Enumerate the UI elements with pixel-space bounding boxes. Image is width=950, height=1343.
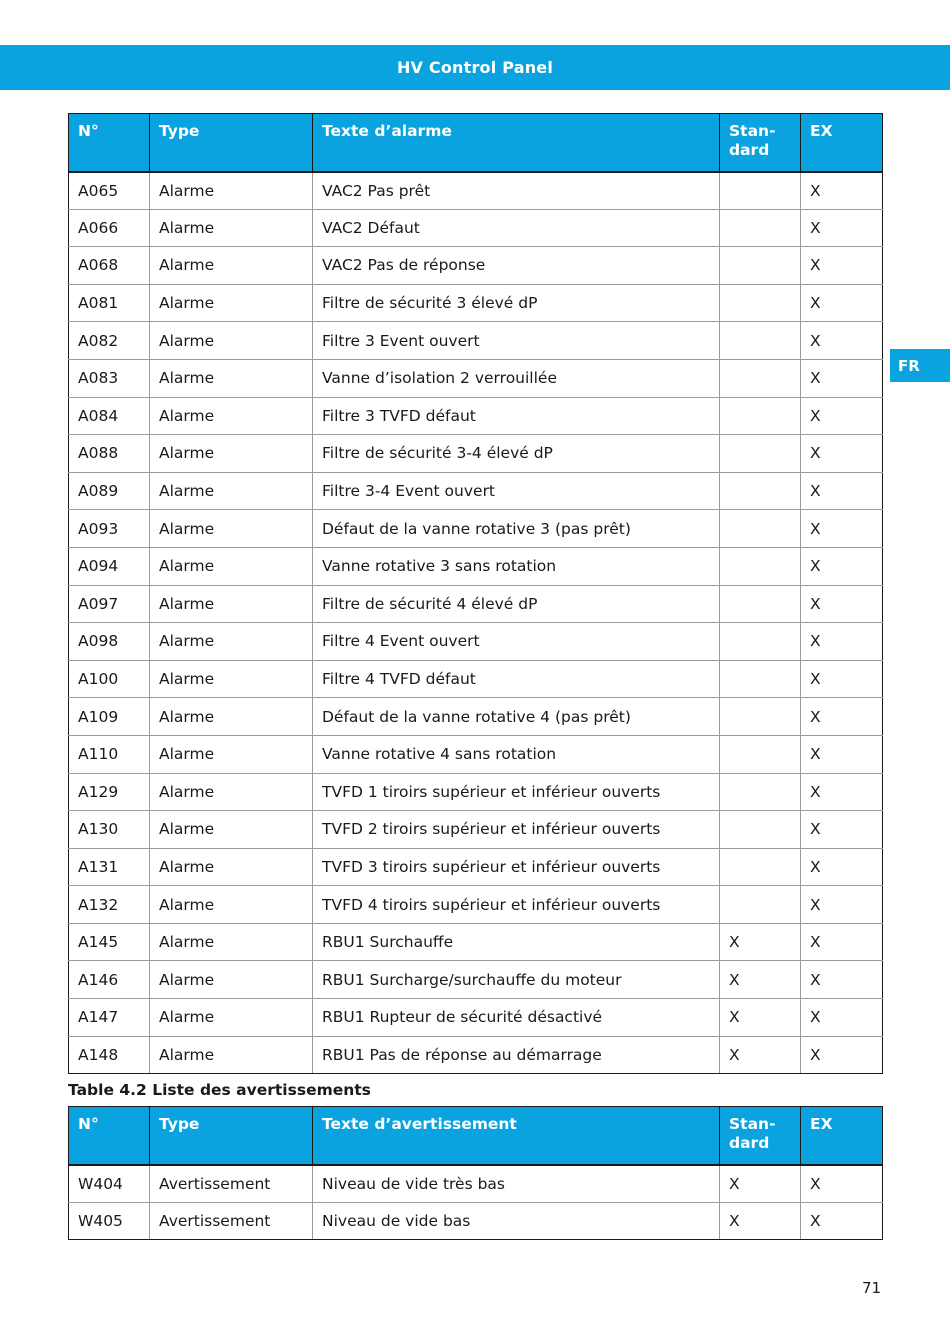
alarm-cell-text: TVFD 2 tiroirs supérieur et inférieur ouverts bbox=[313, 811, 720, 849]
warning-table-caption: Table 4.2 Liste des avertissements bbox=[68, 1081, 371, 1099]
table-row bbox=[69, 322, 883, 360]
warning-cell-type: Avertissement bbox=[150, 1165, 313, 1203]
alarm-cell-text: Filtre 3 TVFD défaut bbox=[313, 397, 720, 435]
alarm-cell-type: Alarme bbox=[150, 510, 313, 548]
table-row bbox=[69, 773, 883, 811]
warning-cell-number: W405 bbox=[69, 1202, 150, 1240]
alarm-cell-type: Alarme bbox=[150, 773, 313, 811]
alarm-table-header-row bbox=[69, 114, 883, 172]
alarm-cell-ex: X bbox=[801, 660, 883, 698]
alarm-cell-type: Alarme bbox=[150, 247, 313, 285]
warning-cell-ex: X bbox=[801, 1202, 883, 1240]
header-title: HV Control Panel bbox=[396, 58, 554, 77]
alarm-cell-number: A132 bbox=[69, 886, 150, 924]
alarm-cell-standard bbox=[720, 773, 801, 811]
alarm-cell-standard bbox=[720, 209, 801, 247]
alarm-cell-standard bbox=[720, 623, 801, 661]
warning-header-type: Type bbox=[150, 1107, 313, 1165]
alarm-cell-type: Alarme bbox=[150, 923, 313, 961]
alarm-cell-ex: X bbox=[801, 848, 883, 886]
alarm-cell-ex: X bbox=[801, 923, 883, 961]
alarm-cell-standard bbox=[720, 359, 801, 397]
alarm-cell-ex: X bbox=[801, 322, 883, 360]
table-row bbox=[69, 886, 883, 924]
table-row bbox=[69, 172, 883, 210]
alarm-header-standard: Stan- dard bbox=[720, 114, 801, 172]
warning-header-standard: Stan- dard bbox=[720, 1107, 801, 1165]
alarm-cell-standard: X bbox=[720, 999, 801, 1037]
alarm-cell-type: Alarme bbox=[150, 397, 313, 435]
alarm-cell-ex: X bbox=[801, 961, 883, 999]
alarm-cell-number: A094 bbox=[69, 547, 150, 585]
alarm-cell-ex: X bbox=[801, 172, 883, 210]
warning-table bbox=[68, 1106, 883, 1240]
alarm-cell-number: A088 bbox=[69, 435, 150, 473]
alarm-cell-text: Filtre de sécurité 3-4 élevé dP bbox=[313, 435, 720, 473]
alarm-cell-number: A148 bbox=[69, 1036, 150, 1074]
alarm-cell-type: Alarme bbox=[150, 886, 313, 924]
alarm-cell-standard: X bbox=[720, 1036, 801, 1074]
alarm-cell-ex: X bbox=[801, 735, 883, 773]
alarm-cell-ex: X bbox=[801, 247, 883, 285]
alarm-cell-standard bbox=[720, 660, 801, 698]
alarm-cell-ex: X bbox=[801, 359, 883, 397]
table-row bbox=[69, 961, 883, 999]
alarm-cell-ex: X bbox=[801, 547, 883, 585]
alarm-cell-standard bbox=[720, 886, 801, 924]
alarm-cell-type: Alarme bbox=[150, 1036, 313, 1074]
alarm-cell-number: A093 bbox=[69, 510, 150, 548]
alarm-cell-type: Alarme bbox=[150, 735, 313, 773]
table-row bbox=[69, 397, 883, 435]
alarm-cell-type: Alarme bbox=[150, 811, 313, 849]
alarm-cell-standard: X bbox=[720, 961, 801, 999]
table-row bbox=[69, 1036, 883, 1074]
alarm-cell-number: A131 bbox=[69, 848, 150, 886]
warning-table-body bbox=[69, 1165, 883, 1240]
alarm-header-text: Texte d’alarme bbox=[313, 114, 720, 172]
alarm-cell-standard bbox=[720, 547, 801, 585]
alarm-cell-standard bbox=[720, 284, 801, 322]
table-row bbox=[69, 472, 883, 510]
table-row bbox=[69, 585, 883, 623]
alarm-cell-text: Filtre de sécurité 3 élevé dP bbox=[313, 284, 720, 322]
alarm-cell-text: VAC2 Défaut bbox=[313, 209, 720, 247]
warning-table-header-row bbox=[69, 1107, 883, 1165]
alarm-cell-text: Défaut de la vanne rotative 3 (pas prêt) bbox=[313, 510, 720, 548]
alarm-cell-number: A065 bbox=[69, 172, 150, 210]
alarm-cell-text: RBU1 Surcharge/surchauffe du moteur bbox=[313, 961, 720, 999]
alarm-cell-number: A129 bbox=[69, 773, 150, 811]
alarm-cell-ex: X bbox=[801, 698, 883, 736]
alarm-cell-type: Alarme bbox=[150, 698, 313, 736]
alarm-cell-ex: X bbox=[801, 397, 883, 435]
alarm-cell-ex: X bbox=[801, 811, 883, 849]
alarm-cell-number: A145 bbox=[69, 923, 150, 961]
warning-cell-text: Niveau de vide bas bbox=[313, 1202, 720, 1240]
table-row bbox=[69, 660, 883, 698]
alarm-cell-number: A130 bbox=[69, 811, 150, 849]
alarm-cell-ex: X bbox=[801, 284, 883, 322]
table-row bbox=[69, 698, 883, 736]
alarm-cell-number: A068 bbox=[69, 247, 150, 285]
alarm-cell-text: TVFD 3 tiroirs supérieur et inférieur ouverts bbox=[313, 848, 720, 886]
alarm-cell-text: Filtre de sécurité 4 élevé dP bbox=[313, 585, 720, 623]
alarm-cell-text: Filtre 3-4 Event ouvert bbox=[313, 472, 720, 510]
alarm-cell-number: A100 bbox=[69, 660, 150, 698]
alarm-cell-type: Alarme bbox=[150, 660, 313, 698]
alarm-cell-text: Vanne rotative 4 sans rotation bbox=[313, 735, 720, 773]
alarm-cell-standard bbox=[720, 848, 801, 886]
alarm-header-type: Type bbox=[150, 114, 313, 172]
warning-header-ex: EX bbox=[801, 1107, 883, 1165]
alarm-cell-text: RBU1 Pas de réponse au démarrage bbox=[313, 1036, 720, 1074]
alarm-cell-standard bbox=[720, 247, 801, 285]
alarm-cell-type: Alarme bbox=[150, 472, 313, 510]
alarm-cell-number: A098 bbox=[69, 623, 150, 661]
alarm-cell-ex: X bbox=[801, 773, 883, 811]
alarm-cell-standard bbox=[720, 510, 801, 548]
table-row bbox=[69, 435, 883, 473]
alarm-cell-type: Alarme bbox=[150, 623, 313, 661]
table-row bbox=[69, 1202, 883, 1240]
alarm-cell-text: TVFD 1 tiroirs supérieur et inférieur ouverts bbox=[313, 773, 720, 811]
table-row bbox=[69, 735, 883, 773]
alarm-header-ex: EX bbox=[801, 114, 883, 172]
alarm-cell-ex: X bbox=[801, 510, 883, 548]
alarm-cell-number: A082 bbox=[69, 322, 150, 360]
alarm-cell-standard: X bbox=[720, 923, 801, 961]
alarm-cell-number: A109 bbox=[69, 698, 150, 736]
warning-cell-type: Avertissement bbox=[150, 1202, 313, 1240]
table-row bbox=[69, 923, 883, 961]
alarm-cell-number: A066 bbox=[69, 209, 150, 247]
alarm-cell-text: TVFD 4 tiroirs supérieur et inférieur ouverts bbox=[313, 886, 720, 924]
table-row bbox=[69, 623, 883, 661]
table-row bbox=[69, 547, 883, 585]
language-tab-label: FR bbox=[898, 356, 920, 375]
alarm-cell-ex: X bbox=[801, 623, 883, 661]
page-number: 71 bbox=[862, 1279, 882, 1297]
alarm-cell-standard bbox=[720, 698, 801, 736]
alarm-cell-ex: X bbox=[801, 886, 883, 924]
warning-header-number: N° bbox=[69, 1107, 150, 1165]
warning-cell-ex: X bbox=[801, 1165, 883, 1203]
alarm-header-number: N° bbox=[69, 114, 150, 172]
alarm-cell-number: A081 bbox=[69, 284, 150, 322]
alarm-cell-type: Alarme bbox=[150, 284, 313, 322]
alarm-cell-standard bbox=[720, 585, 801, 623]
alarm-cell-text: VAC2 Pas de réponse bbox=[313, 247, 720, 285]
warning-cell-standard: X bbox=[720, 1165, 801, 1203]
alarm-cell-text: Vanne rotative 3 sans rotation bbox=[313, 547, 720, 585]
alarm-cell-standard bbox=[720, 472, 801, 510]
alarm-cell-text: RBU1 Surchauffe bbox=[313, 923, 720, 961]
alarm-cell-number: A089 bbox=[69, 472, 150, 510]
alarm-cell-standard bbox=[720, 735, 801, 773]
alarm-cell-standard bbox=[720, 811, 801, 849]
alarm-cell-type: Alarme bbox=[150, 209, 313, 247]
alarm-cell-text: Défaut de la vanne rotative 4 (pas prêt) bbox=[313, 698, 720, 736]
alarm-cell-type: Alarme bbox=[150, 585, 313, 623]
alarm-cell-number: A146 bbox=[69, 961, 150, 999]
warning-cell-number: W404 bbox=[69, 1165, 150, 1203]
language-tab-fr[interactable] bbox=[890, 349, 950, 382]
alarm-table bbox=[68, 113, 883, 1074]
alarm-cell-text: Filtre 4 Event ouvert bbox=[313, 623, 720, 661]
table-row bbox=[69, 811, 883, 849]
alarm-cell-type: Alarme bbox=[150, 172, 313, 210]
alarm-cell-type: Alarme bbox=[150, 435, 313, 473]
warning-cell-text: Niveau de vide très bas bbox=[313, 1165, 720, 1203]
alarm-cell-ex: X bbox=[801, 999, 883, 1037]
alarm-cell-type: Alarme bbox=[150, 961, 313, 999]
alarm-cell-type: Alarme bbox=[150, 547, 313, 585]
alarm-cell-standard bbox=[720, 172, 801, 210]
alarm-cell-text: Filtre 4 TVFD défaut bbox=[313, 660, 720, 698]
alarm-cell-ex: X bbox=[801, 1036, 883, 1074]
alarm-table-body bbox=[69, 172, 883, 1074]
warning-cell-standard: X bbox=[720, 1202, 801, 1240]
alarm-cell-standard bbox=[720, 435, 801, 473]
alarm-cell-text: VAC2 Pas prêt bbox=[313, 172, 720, 210]
table-row bbox=[69, 848, 883, 886]
alarm-cell-ex: X bbox=[801, 435, 883, 473]
alarm-cell-number: A147 bbox=[69, 999, 150, 1037]
header-bar bbox=[0, 45, 950, 90]
table-row bbox=[69, 999, 883, 1037]
alarm-cell-number: A084 bbox=[69, 397, 150, 435]
alarm-cell-text: RBU1 Rupteur de sécurité désactivé bbox=[313, 999, 720, 1037]
table-row bbox=[69, 284, 883, 322]
alarm-cell-text: Vanne d’isolation 2 verrouillée bbox=[313, 359, 720, 397]
warning-header-text: Texte d’avertissement bbox=[313, 1107, 720, 1165]
table-row bbox=[69, 510, 883, 548]
table-row bbox=[69, 1165, 883, 1203]
alarm-cell-ex: X bbox=[801, 585, 883, 623]
alarm-cell-ex: X bbox=[801, 472, 883, 510]
alarm-cell-type: Alarme bbox=[150, 848, 313, 886]
alarm-cell-number: A110 bbox=[69, 735, 150, 773]
alarm-cell-type: Alarme bbox=[150, 999, 313, 1037]
alarm-cell-number: A083 bbox=[69, 359, 150, 397]
alarm-cell-ex: X bbox=[801, 209, 883, 247]
alarm-cell-number: A097 bbox=[69, 585, 150, 623]
alarm-cell-standard bbox=[720, 397, 801, 435]
table-row bbox=[69, 247, 883, 285]
alarm-cell-text: Filtre 3 Event ouvert bbox=[313, 322, 720, 360]
alarm-cell-standard bbox=[720, 322, 801, 360]
table-row bbox=[69, 209, 883, 247]
alarm-cell-type: Alarme bbox=[150, 359, 313, 397]
table-row bbox=[69, 359, 883, 397]
alarm-cell-type: Alarme bbox=[150, 322, 313, 360]
